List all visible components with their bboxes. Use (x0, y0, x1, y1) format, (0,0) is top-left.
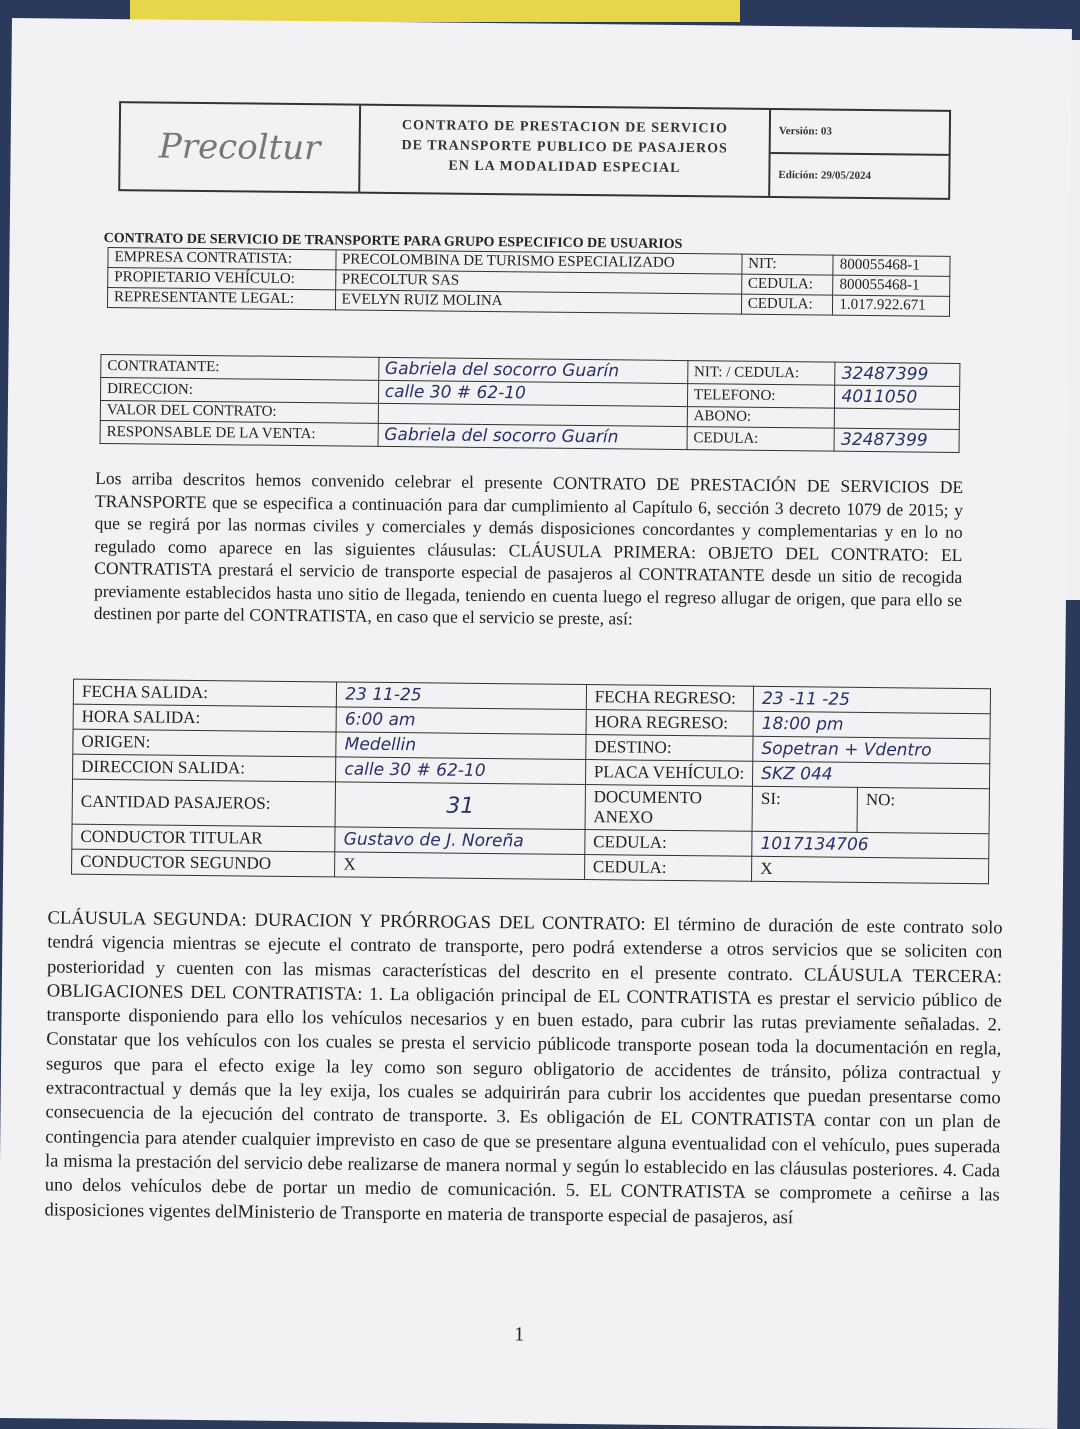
cell-label: CONDUCTOR TITULAR (72, 824, 336, 852)
cell-label: REPRESENTANTE LEGAL: (107, 288, 335, 310)
handwritten-value: Gabriela del socorro Guarín (378, 357, 687, 383)
placa-value: SKZ 044 (753, 761, 990, 788)
clausulas-paragraph: CLÁUSULA SEGUNDA: DURACION Y PRÓRROGAS DEL CONTRATO: El término de duración de este contrato solo tendrá vigencia mientras se ejecute el contrato de transporte, pero podrá extenderse a otros servicios que se soliciten con posterioridad y cuenten con las mismas características del descrito en el presente contrato. CLÁUSULA TERCERA: OBLIGACIONES DEL CONTRATISTA: 1. La obligación principal de EL CONTRATISTA es prestar el servicio público de transporte disponiendo para ello los vehículos necesarios y en buen estado, para cubrir las rutas previamente señaladas. 2. Constatar que los vehículos con los cuales se presta el servicio públicode transporte posean toda la documentación en regla, seguros que para el efecto exige la ley como son seguro obligatorio de accidentes de tránsito, póliza contractual y extracontractual y demás que la ley exija, los cuales se adquirirán para cubrir los accidentes que puedan presentarse como consecuencia de la ejecución del contrato de transporte. 3. Es obligación de EL CONTRATISTA contar con un plan de contingencia para atender cualquier imprevisto en caso de que se presentare alguna eventualidad con el vehículo, pues superada la misma la prestación del servicio debe realizarse de manera normal y según lo establecido en las cláusulas posteriores. 4. Cada uno delos vehículos debe de portar un medio de comunicación. 5. EL CONTRATISTA se compromete a ceñirse a las disposiciones vigentes delMinisterio de Transporte en materia de transporte especial de pasajeros, así (44, 908, 1003, 1228)
cell-label: DIRECCION: (100, 377, 378, 403)
handwritten-value (835, 408, 960, 429)
no-label: NO: (857, 787, 989, 833)
cell-label: FECHA SALIDA: (73, 679, 337, 707)
title-line: EN LA MODALIDAD ESPECIAL (448, 158, 681, 177)
cell-key-value: 1.017.922.671 (833, 295, 950, 316)
section-title: CONTRATO DE SERVICIO DE TRANSPORTE PARA GRUPO ESPECIFICO DE USUARIOS (103, 230, 683, 253)
viaje-table (71, 679, 991, 885)
document-title (360, 106, 771, 196)
document-header (118, 101, 951, 200)
cell-key: CEDULA: (687, 427, 835, 452)
handwritten-value: 32487399 (835, 362, 960, 386)
empresa-table (107, 247, 951, 317)
cell-key: NIT: / CEDULA: (687, 361, 835, 386)
cell-label: RESPONSABLE DE LA VENTA: (100, 420, 378, 446)
cell-label: FECHA REGRESO: (586, 685, 754, 712)
cell-label: PLACA VEHÍCULO: (585, 760, 753, 787)
cedula-titular-value: 1017134706 (752, 831, 989, 858)
cell-label: HORA REGRESO: (586, 710, 754, 737)
contratante-table (100, 354, 961, 453)
cell-label: HORA SALIDA: (73, 704, 337, 732)
cell-label: CANTIDAD PASAJEROS: (72, 779, 336, 827)
origen-value: Medellin (336, 732, 586, 760)
fecha-regreso-value: 23 -11 -25 (753, 686, 990, 713)
cell-label: CEDULA: (585, 830, 753, 857)
cell-label: CONDUCTOR SEGUNDO (72, 849, 336, 877)
company-logo: Precoltur (120, 103, 361, 192)
cell-label: CEDULA: (584, 855, 752, 882)
contract-sheet (0, 18, 1072, 1429)
cell-label: DOCUMENTO ANEXO (585, 785, 753, 832)
handwritten-value: 32487399 (834, 428, 959, 452)
conductor-titular-value: Gustavo de J. Noreña (335, 827, 585, 855)
destino-value: Sopetran + Vdentro (753, 736, 990, 763)
edition-label: Edición: 29/05/2024 (770, 152, 948, 198)
version-label: Versión: 03 (778, 125, 832, 138)
cell-key: CEDULA: (741, 294, 833, 315)
cell-key: NIT: (742, 254, 834, 275)
direccion-value: calle 30 # 62-10 (336, 757, 586, 785)
pasajeros-value: 31 (335, 782, 585, 830)
cell-label: EMPRESA CONTRATISTA: (108, 248, 336, 270)
document-meta (770, 110, 949, 198)
cell-key: TELEFONO: (687, 384, 835, 409)
fecha-salida-value: 23 11-25 (337, 682, 587, 710)
cell-label: DESTINO: (586, 735, 754, 762)
title-line: CONTRATO DE PRESTACION DE SERVICIO (401, 118, 728, 137)
cedula-segundo-value: X (752, 856, 989, 883)
conductor-segundo-value: X (335, 852, 585, 880)
title-line: DE TRANSPORTE PUBLICO DE PASAJEROS (401, 138, 728, 157)
cell-key: CEDULA: (741, 274, 833, 295)
handwritten-value: calle 30 # 62-10 (378, 380, 687, 406)
cell-label: PROPIETARIO VEHÍCULO: (108, 268, 336, 290)
cell-key-value: 800055468-1 (833, 275, 950, 296)
si-label: SI: (752, 786, 857, 832)
page-number: 1 (514, 1323, 525, 1346)
cell-value: EVELYN RUIZ MOLINA (335, 290, 741, 314)
hora-regreso-value: 18:00 pm (753, 711, 990, 738)
cell-label: VALOR DEL CONTRATO: (100, 400, 378, 423)
cell-label: DIRECCION SALIDA: (73, 754, 337, 782)
handwritten-value: 4011050 (835, 385, 960, 409)
background-folder (130, 0, 740, 22)
hora-salida-value: 6:00 am (336, 707, 586, 735)
intro-paragraph: Los arriba descritos hemos convenido celebrar el presente CONTRATO DE PRESTACIÓN DE SERVICIOS DE TRANSPORTE que se especifica a continuación para dar cumplimiento al Capítulo 6, sección 3 decreto 1079 de 2015; y que se regirá por las normas civiles y comerciales y demás disposiciones concordantes y complementarias y en lo no regulado como aparece en las siguientes cláusulas: CLÁUSULA PRIMERA: OBJETO DEL CONTRATO: EL CONTRATISTA prestará el servicio de transporte especial de pasajeros al CONTRATANTE desde un sitio de recogida previamente establecidos hasta uno sitio de llegada, teniendo en cuenta luego el regreso allugar de origen, que para ello se destinen por parte del CONTRATISTA, en caso que el servicio se preste, así: (93, 467, 964, 629)
cell-key: ABONO: (687, 407, 835, 429)
cell-label: ORIGEN: (73, 729, 337, 757)
cell-label: CONTRATANTE: (101, 354, 379, 380)
cell-value: PRECOLTUR SAS (335, 270, 741, 294)
handwritten-value: Gabriela del socorro Guarín (378, 423, 687, 449)
cell-value: PRECOLOMBINA DE TURISMO ESPECIALIZADO (335, 250, 741, 274)
cell-key-value: 800055468-1 (833, 255, 950, 276)
